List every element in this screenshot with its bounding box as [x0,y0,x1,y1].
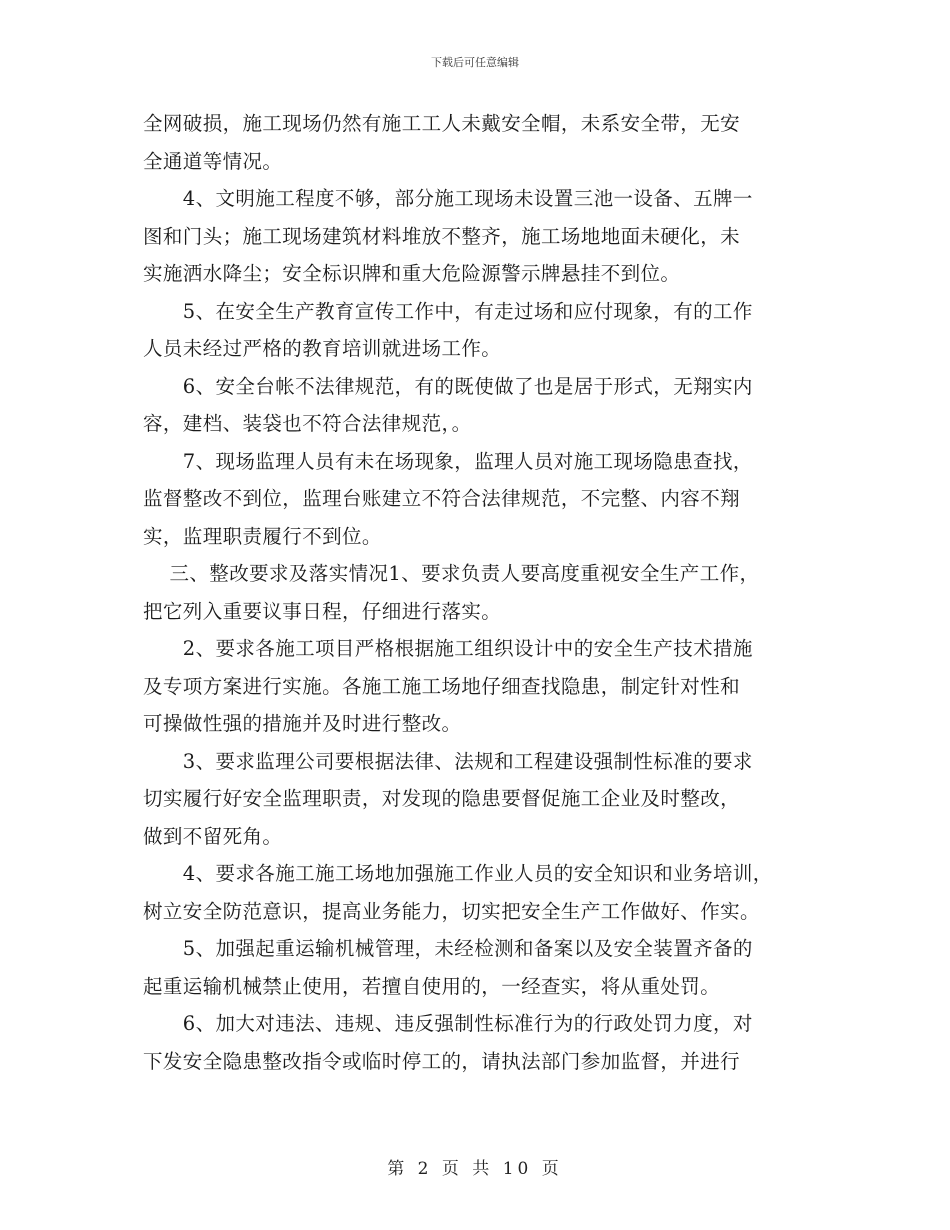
text-line: 6、安全台帐不法律规范，有的既使做了也是居于形式，无翔实内 [143,374,753,398]
text-line: 图和门头；施工现场建筑材料堆放不整齐，施工场地地面未硬化，未 [143,224,741,248]
text-line: 人员未经过严格的教育培训就进场工作。 [143,337,502,360]
text-line: 实，监理职责履行不到位。 [143,524,382,548]
text-line: 容，建档、装袋也不符合法律规范，。 [143,412,472,435]
text-line: 起重运输机械禁止使用，若擅自使用的，一经查实，将从重处罚。 [143,974,721,998]
text-line: 2、要求各施工项目严格根据施工组织设计中的安全生产技术措施 [143,637,753,660]
text-line: 全网破损，施工现场仍然有施工工人未戴安全帽，未系安全带，无安 [143,112,741,135]
text-line: 监督整改不到位，监理台账建立不符合法律规范，不完整、内容不翔 [143,487,741,510]
text-line: 把它列入重要议事日程，仔细进行落实。 [143,599,502,623]
text-line: 可操做性强的措施并及时进行整改。 [143,712,462,735]
text-line: 4、文明施工程度不够，部分施工现场未设置三池一设备、五牌一 [143,187,753,210]
text-line: 7、现场监理人员有未在场现象，监理人员对施工现场隐患查找， [143,449,753,473]
page-footer: 第 2 页 共 10 页 [387,1159,563,1179]
text-line: 全通道等情况。 [143,149,283,173]
text-line: 实施洒水降尘；安全标识牌和重大危险源警示牌悬挂不到位。 [143,262,681,285]
text-line: 切实履行好安全监理职责，对发现的隐患要督促施工企业及时整改， [143,787,741,810]
text-line: 4、要求各施工施工场地加强施工作业人员的安全知识和业务培训， [143,862,773,885]
text-line: 5、在安全生产教育宣传工作中，有走过场和应付现象，有的工作 [143,299,753,323]
text-line: 及专项方案进行实施。各施工施工场地仔细查找隐患，制定针对性和 [143,674,741,698]
text-line: 6、加大对违法、违规、违反强制性标准行为的行政处罚力度，对 [143,1012,753,1035]
text-line: 三、整改要求及落实情况1、要求负责人要高度重视安全生产工作， [143,562,760,585]
text-line: 下发安全隐患整改指令或临时停工的，请执法部门参加监督，并进行 [143,1049,741,1073]
text-line: 树立安全防范意识，提高业务能力，切实把安全生产工作做好、作实。 [143,899,760,923]
text-line: 3、要求监理公司要根据法律、法规和工程建设强制性标准的要求 [143,749,753,773]
text-line: 做到不留死角。 [143,824,283,848]
text-line: 5、加强起重运输机械管理，未经检测和备案以及安全装置齐备的 [143,937,753,960]
page-header: 下载后可任意编辑 [431,56,519,69]
document-body [143,105,815,1080]
